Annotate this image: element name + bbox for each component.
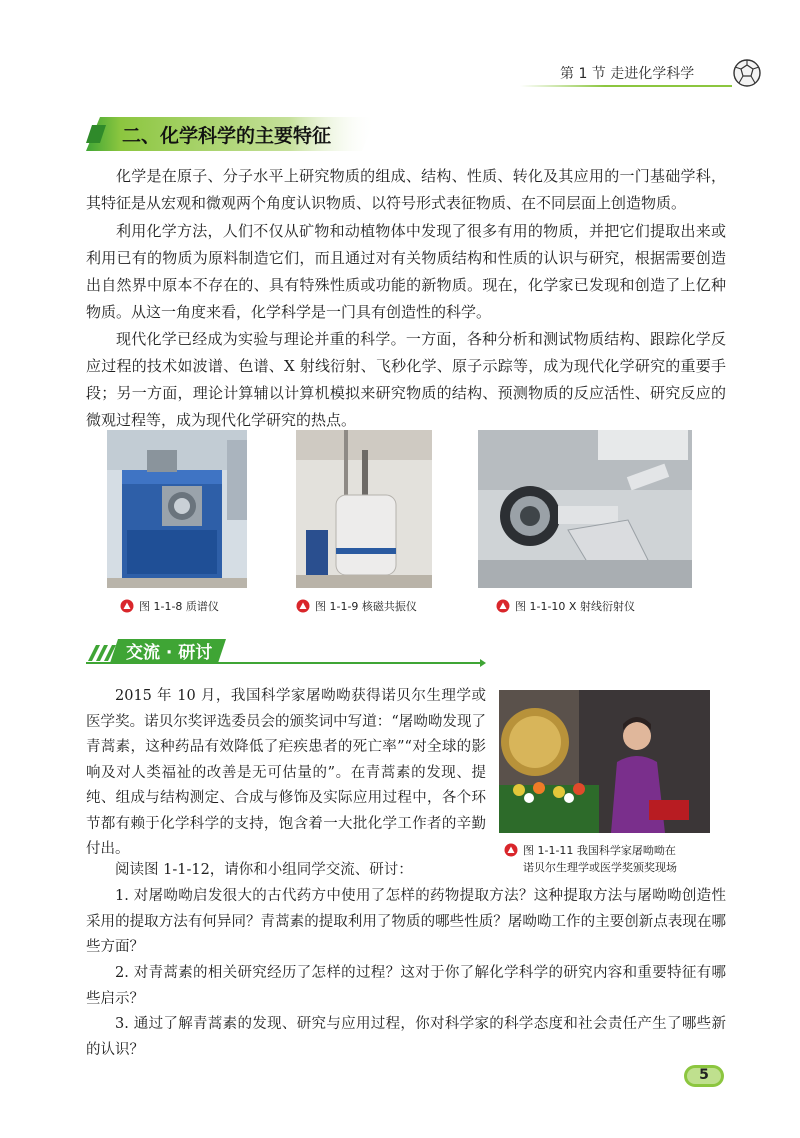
paragraph-1: 化学是在原子、分子水平上研究物质的组成、结构、性质、转化及其应用的一门基础学科，其特征是从宏观和微观两个角度认识物质、以符号形式表征物质、在不同层面上创造物质。 [86, 167, 726, 212]
nmr-photo [296, 430, 432, 588]
section-heading [86, 117, 376, 151]
figure-caption-4-line2: 诺贝尔生理学或医学奖颁奖现场 [523, 861, 677, 874]
section-title: 二、化学科学的主要特征 [122, 125, 332, 147]
xray-diffractometer-photo [478, 430, 692, 588]
running-header [520, 58, 782, 92]
caption-marker-icon [504, 843, 518, 857]
question-1: 1. 对屠呦呦启发很大的古代药方中使用了怎样的药物提取方法？这种提取方法与屠呦呦创造性采用的提取方法有何异同？青蒿素的提取利用了物质的哪些性质？屠呦呦工作的主要创新点表现在哪些方面？ [86, 888, 726, 955]
mass-spectrometer-photo [107, 430, 247, 588]
tu-youyou-award-photo [499, 690, 710, 833]
question-2: 2. 对青蒿素的相关研究经历了怎样的过程？这对于你了解化学科学的研究内容和重要特征有哪些启示？ [86, 965, 726, 1007]
figure-caption-3 [496, 598, 635, 614]
paragraph-2: 利用化学方法，人们不仅从矿物和动植物体中发现了很多有用的物质，并把它们提取出来或利用已有的物质为原料制造它们，而且通过对有关物质结构和性质的认识与研究，根据需要创造出自然界中原本不存在的、具有特殊性质或功能的新物质。现在，化学家已发现和创造了上亿种物质。从这一角度来看，化学科学是一门具有创造性的科学。 [86, 222, 726, 321]
exchange-label: 交流 · 研讨 [126, 643, 213, 663]
caption-marker-icon [120, 599, 134, 613]
figure-caption-1-text: 图 1-1-8 质谱仪 [139, 600, 219, 613]
question-3: 3. 通过了解青蒿素的发现、研究与应用过程，你对科学家的科学态度和社会责任产生了哪些新的认识？ [86, 1016, 726, 1058]
figure-caption-2 [296, 598, 417, 614]
caption-marker-icon [496, 599, 510, 613]
molecule-ball-icon [732, 58, 762, 88]
page-number: 5 [699, 1067, 709, 1083]
caption-marker-icon [296, 599, 310, 613]
page-number-badge [684, 1065, 724, 1087]
paragraph-3: 现代化学已经成为实验与理论并重的科学。一方面，各种分析和测试物质结构、跟踪化学反应过程的技术如波谱、色谱、X 射线衍射、飞秒化学、原子示踪等，成为现代化学研究的重要手段；另一方面，理论计算辅以计算机模拟来研究物质的结构、预测物质的反应活性、研究反应的微观过程等，成为现代化学研究的热点。 [86, 330, 726, 429]
exchange-intro: 2015 年 10 月，我国科学家屠呦呦获得诺贝尔生理学或医学奖。诺贝尔奖评选委员会的颁奖词中写道：“屠呦呦发现了青蒿素，这种药品有效降低了疟疾患者的死亡率”“对全球的影响及对人类福祉的改善是无可估量的”。在青蒿素的发现、提纯、组成与结构测定、合成与修饰及实际应用过程中，各个环节都有赖于化学科学的支持，饱含着一大批化学工作者的辛勤付出。 [86, 688, 486, 857]
figure-caption-1 [120, 598, 219, 614]
figure-caption-4 [504, 842, 677, 875]
chapter-title: 第 1 节 走进化学科学 [560, 66, 695, 82]
exchange-prompt: 阅读图 1-1-12，请你和小组同学交流、研讨： [115, 862, 413, 878]
figure-caption-3-text: 图 1-1-10 X 射线衍射仪 [515, 600, 635, 613]
exchange-heading [86, 637, 486, 667]
header-rule [520, 85, 732, 87]
figure-caption-2-text: 图 1-1-9 核磁共振仪 [315, 600, 417, 613]
figure-caption-4-line1: 图 1-1-11 我国科学家屠呦呦在 [523, 844, 676, 857]
